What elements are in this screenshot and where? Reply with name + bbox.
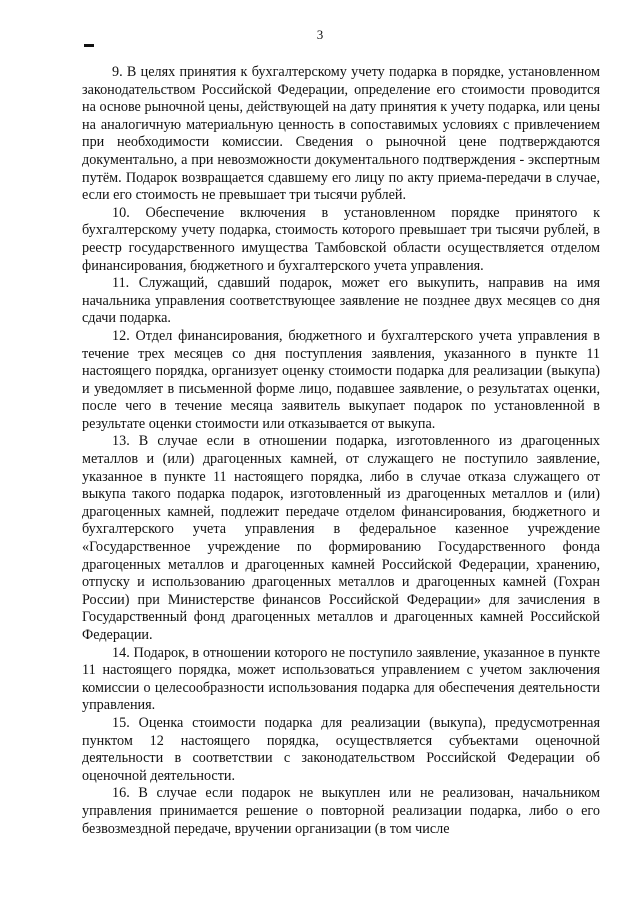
paragraph-16: 16. В случае если подарок не выкуплен или не реализован, начальником управления принимается решение о повторной реализации подарка, либо о его безвозмездной передаче, вручении организации (в том числе <box>82 785 600 837</box>
paragraph-15: 15. Оценка стоимости подарка для реализации (выкупа), предусмотренная пунктом 12 настоящего порядка, осуществляется субъектами оценочной деятельности в соответствии с законодательством Российской Федерации об оценочной деятельности. <box>82 714 600 784</box>
paragraph-14: 14. Подарок, в отношении которого не поступило заявление, указанное в пункте 11 настоящего порядка, может использоваться управлением с учетом заключения комиссии о целесообразности использования подарка для обеспечения деятельности управления. <box>82 644 600 714</box>
paragraph-10: 10. Обеспечение включения в установленном порядке принятого к бухгалтерскому учету подарка, стоимость которого превышает три тысячи рублей, в реестр государственного имущества Тамбовской области осуществляется отделом финансирования, бюджетного и бухгалтерского учета управления. <box>82 204 600 274</box>
paragraph-9: 9. В целях принятия к бухгалтерскому учету подарка в порядке, установленном законодательством Российской Федерации, определение его стоимости проводится на основе рыночной цены, действующей на дату принятия к учету подарка, или цены на аналогичную материальную ценность в сопоставимых условиях с привлечением при необходимости комиссии. Сведения о рыночной цене подтверждаются документально, а при невозможности документального подтверждения - экспертным путём. Подарок возвращается сдавшему его лицу по акту приема-передачи в случае, если его стоимость не превышает три тысячи рублей. <box>82 64 600 204</box>
paragraph-11: 11. Служащий, сдавший подарок, может его выкупить, направив на имя начальника управления соответствующее заявление не позднее двух месяцев со дня сдачи подарка. <box>82 275 600 327</box>
paragraph-13: 13. В случае если в отношении подарка, изготовленного из драгоценных металлов и (или) драгоценных камней, от служащего не поступило заявление, указанное в пункте 11 настоящего порядка, либо в случае отказа служащего от выкупа такого подарка подарок, изготовленный из драгоценных металлов и (или) драгоценных камней, подлежит передаче отделом финансирования, бюджетного и бухгалтерского учета управления в федеральное казенное учреждение «Государственное учреждение по формированию Государственного фонда драгоценных металлов и драгоценных камней Российской Федерации, хранению, отпуску и использованию драгоценных металлов и драгоценных камней (Гохран России) при Министерстве финансов Российской Федерации» для зачисления в Государственный фонд драгоценных металлов и драгоценных камней Российской Федерации. <box>82 433 600 643</box>
page-number: 3 <box>316 27 324 42</box>
paragraph-12: 12. Отдел финансирования, бюджетного и бухгалтерского учета управления в течение трех месяцев со дня поступления заявления, указанного в пункте 11 настоящего порядка, организует оценку стоимости подарка для реализации (выкупа) и уведомляет в письменной форме лицо, подавшее заявление, о результатах оценки, после чего в течение месяца заявитель выкупает подарок по установленной в результате оценки стоимости или отказывается от выкупа. <box>82 327 600 432</box>
document-body <box>82 64 600 838</box>
corner-mark <box>84 44 94 47</box>
